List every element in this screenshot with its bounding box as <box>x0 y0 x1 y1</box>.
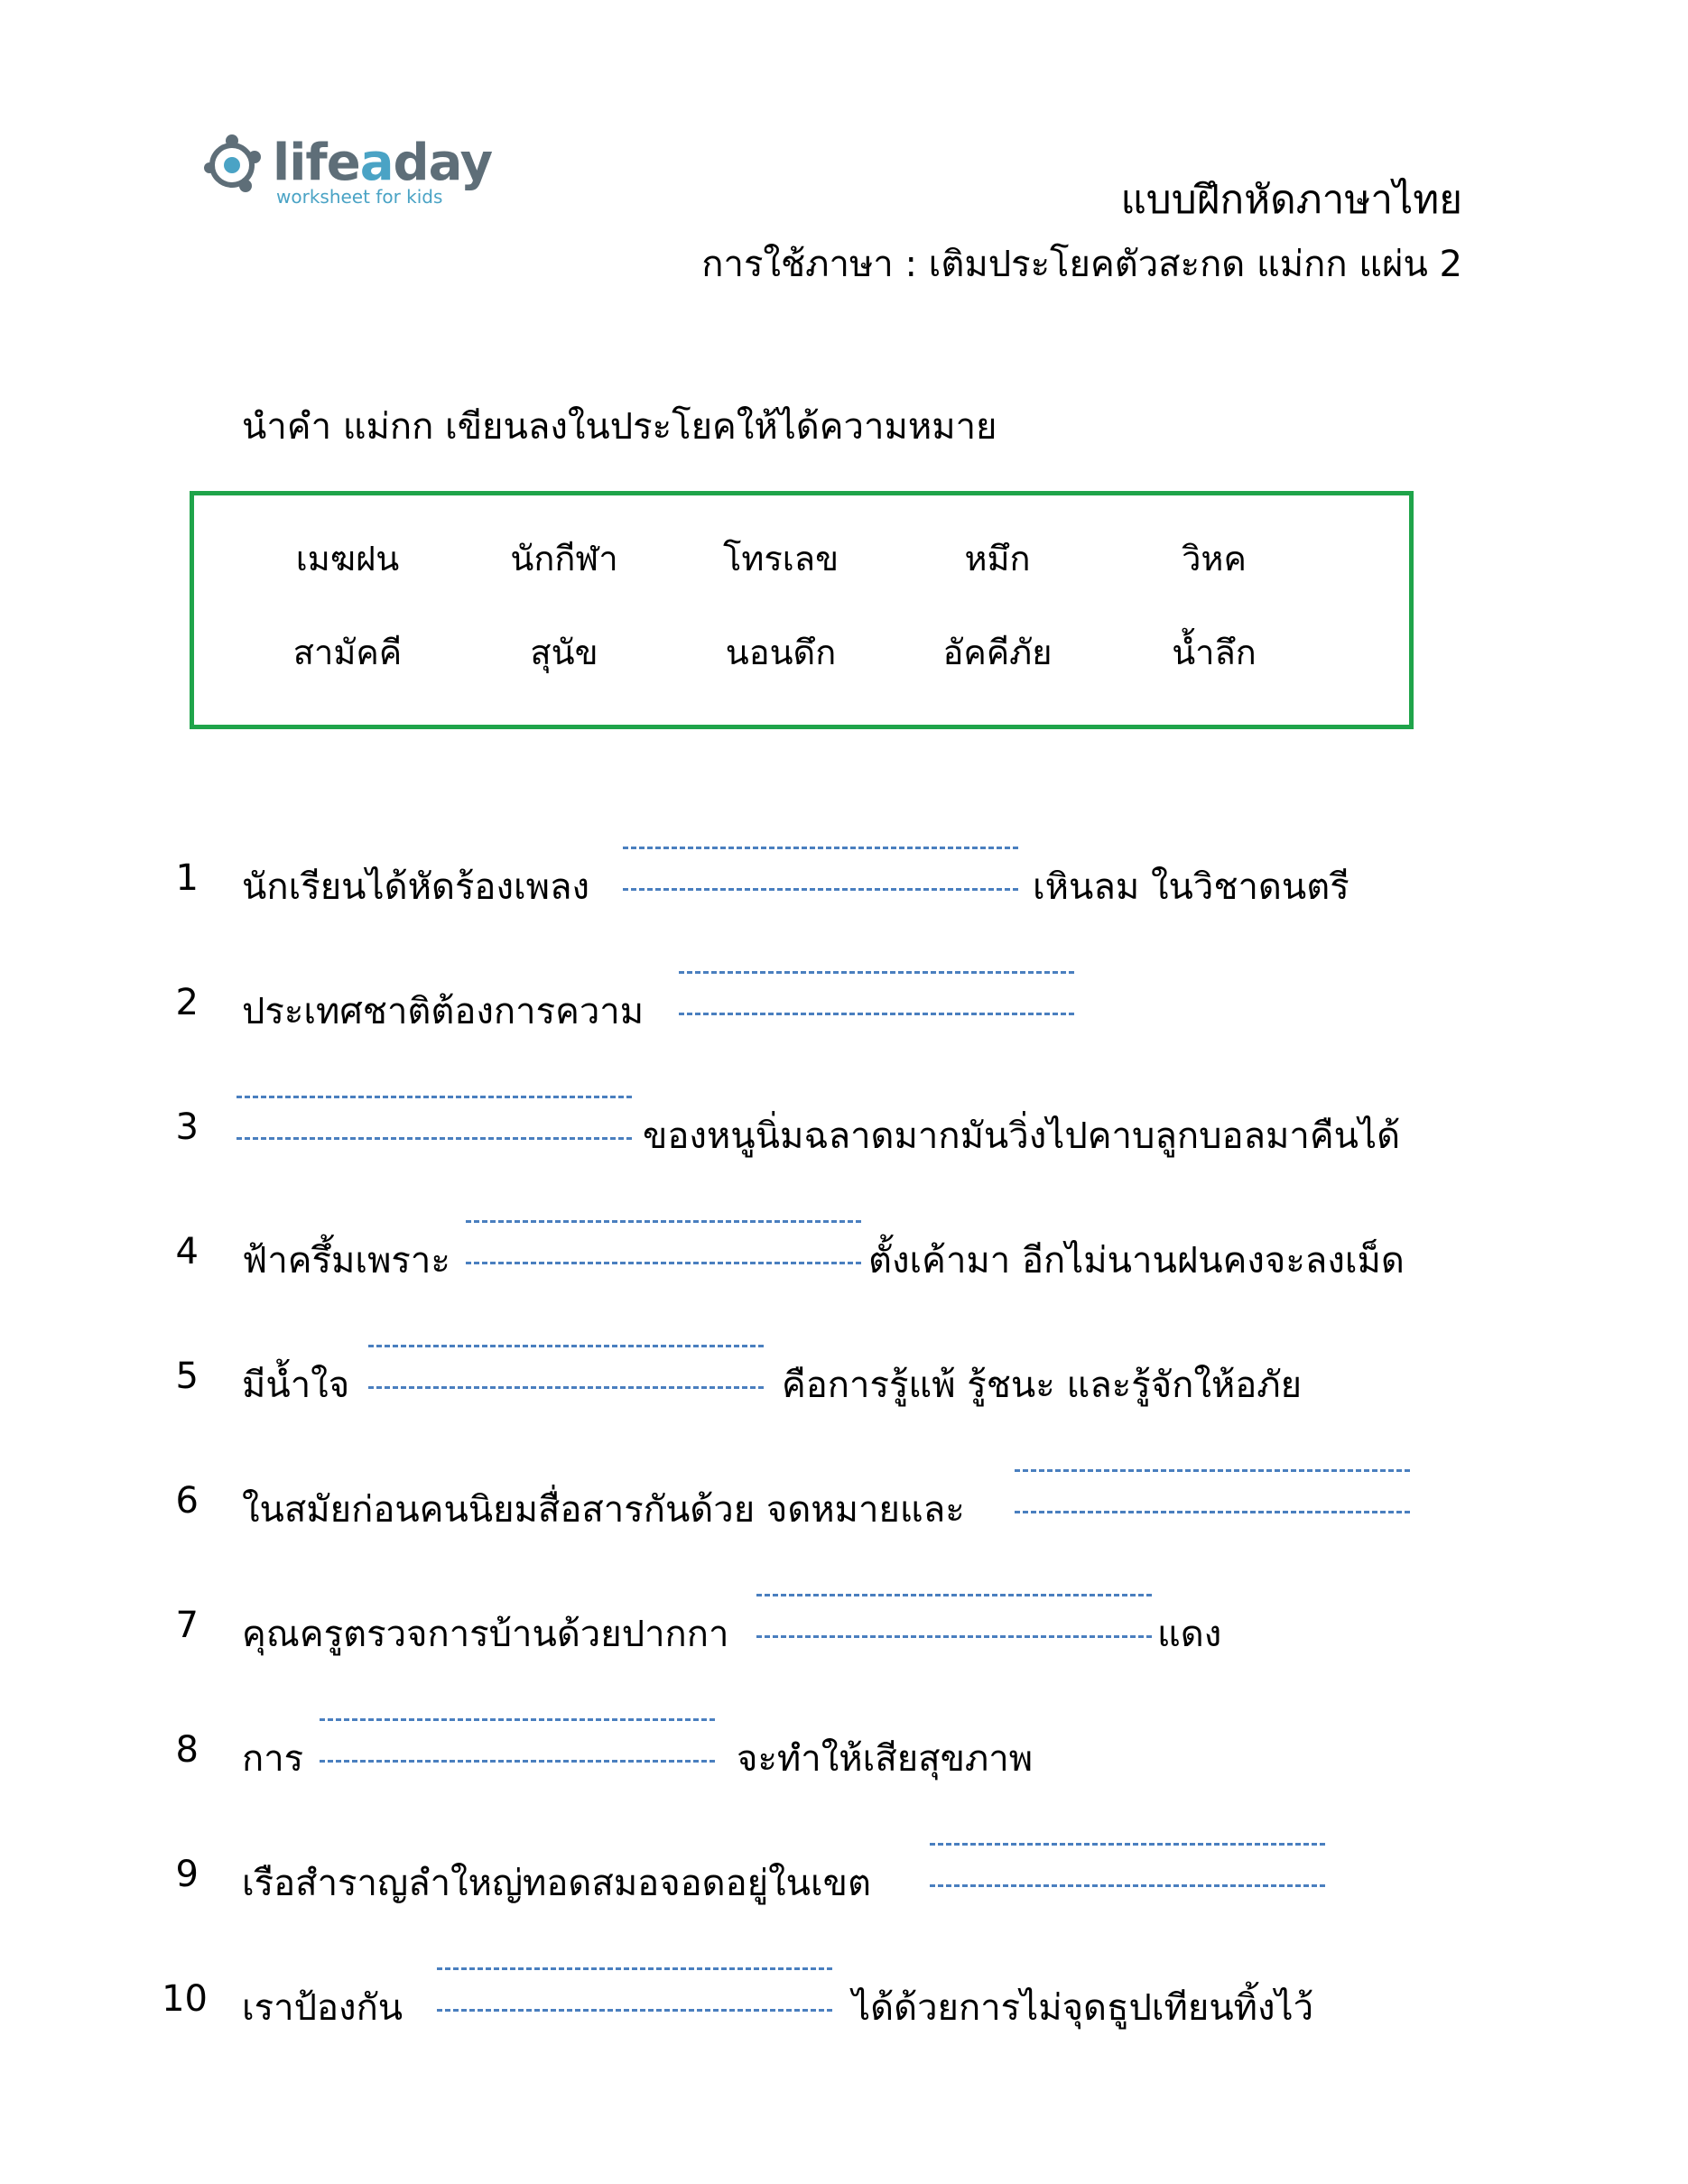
logo-molecule-icon <box>199 132 265 199</box>
question-text-after: แดง <box>1157 1614 1222 1655</box>
question-1 <box>0 841 1688 922</box>
question-text-before: เราป้องกัน <box>242 1987 403 2029</box>
question-text-after: คือการรู้แพ้ รู้ชนะ และรู้จักให้อภัย <box>782 1365 1303 1406</box>
question-5 <box>0 1339 1688 1421</box>
question-7 <box>0 1588 1688 1670</box>
question-3 <box>0 1090 1688 1171</box>
answer-blank[interactable] <box>466 1215 861 1269</box>
answer-blank[interactable] <box>437 1962 832 2016</box>
word-bank-item: โทรเลข <box>722 539 839 578</box>
word-bank-item: อัคคีภัย <box>942 633 1053 672</box>
answer-blank[interactable] <box>320 1713 715 1767</box>
question-text-before: ในสมัยก่อนคนนิยมสื่อสารกันด้วย จดหมายและ <box>242 1489 965 1531</box>
question-text-after: ของหนูนิ่มฉลาดมากมันวิ่งไปคาบลูกบอลมาคืนได้ <box>643 1115 1401 1157</box>
word-bank-item: สุนัข <box>530 633 598 672</box>
word-bank-item: หมึก <box>964 539 1031 578</box>
question-text-after: จะทำให้เสียสุขภาพ <box>737 1738 1034 1780</box>
answer-blank[interactable] <box>1015 1464 1410 1518</box>
question-number: 4 <box>175 1231 199 1272</box>
question-text-before: นักเรียนได้หัดร้องเพลง <box>242 866 590 908</box>
question-text-after: ได้ด้วยการไม่จุดธูปเทียนทิ้งไว้ <box>852 1987 1314 2029</box>
question-text-before: คุณครูตรวจการบ้านด้วยปากกา <box>242 1614 729 1655</box>
question-text-before: มีน้ำใจ <box>242 1365 350 1406</box>
question-number: 1 <box>175 857 199 899</box>
lifeaday-logo <box>199 126 493 217</box>
worksheet-subtitle: การใช้ภาษา : เติมประโยคตัวสะกด แม่กก แผ่น 2 <box>701 244 1462 285</box>
logo-wordmark: lifeaday <box>273 134 493 192</box>
logo-tagline: worksheet for kids <box>276 186 443 208</box>
question-number: 3 <box>175 1106 199 1148</box>
word-bank-item: เมฆฝน <box>295 539 400 578</box>
question-text-after: ตั้งเค้ามา อีกไม่นานฝนคงจะลงเม็ด <box>868 1240 1405 1282</box>
question-number: 2 <box>175 982 199 1023</box>
question-8 <box>0 1713 1688 1794</box>
answer-blank[interactable] <box>679 966 1074 1020</box>
question-number: 6 <box>175 1480 199 1522</box>
word-bank-item: สามัคคี <box>292 633 403 672</box>
question-number: 9 <box>175 1854 199 1895</box>
word-bank-item: นอนดึก <box>725 633 837 672</box>
question-number: 7 <box>175 1605 199 1646</box>
question-text-before: เรือสำราญลำใหญ่ทอดสมอจอดอยู่ในเขต <box>242 1863 871 1904</box>
question-text-before: ประเทศชาติต้องการความ <box>242 991 645 1032</box>
word-bank-box <box>190 491 1414 729</box>
answer-blank[interactable] <box>368 1339 764 1393</box>
question-10 <box>0 1962 1688 2043</box>
question-number: 5 <box>175 1356 199 1397</box>
question-text-before: การ <box>242 1738 304 1780</box>
question-text-before: ฟ้าครึ้มเพราะ <box>242 1240 450 1282</box>
answer-blank[interactable] <box>930 1837 1325 1892</box>
answer-blank[interactable] <box>623 841 1018 895</box>
answer-blank[interactable] <box>237 1090 632 1144</box>
word-bank-item: น้ำลึก <box>1172 633 1257 672</box>
worksheet-title: แบบฝึกหัดภาษาไทย <box>1120 177 1462 223</box>
question-2 <box>0 966 1688 1047</box>
word-bank-item: นักกีฬา <box>510 539 618 578</box>
answer-blank[interactable] <box>756 1588 1152 1643</box>
question-text-after: เหินลม ในวิชาดนตรี <box>1033 866 1349 908</box>
word-bank-item: วิหค <box>1182 539 1247 578</box>
question-number: 10 <box>162 1978 208 2020</box>
question-9 <box>0 1837 1688 1919</box>
word-bank-grid <box>239 530 1322 681</box>
question-4 <box>0 1215 1688 1296</box>
instruction-text: นำคำ แม่กก เขียนลงในประโยคให้ได้ความหมาย <box>242 406 997 448</box>
question-number: 8 <box>175 1729 199 1771</box>
question-6 <box>0 1464 1688 1545</box>
